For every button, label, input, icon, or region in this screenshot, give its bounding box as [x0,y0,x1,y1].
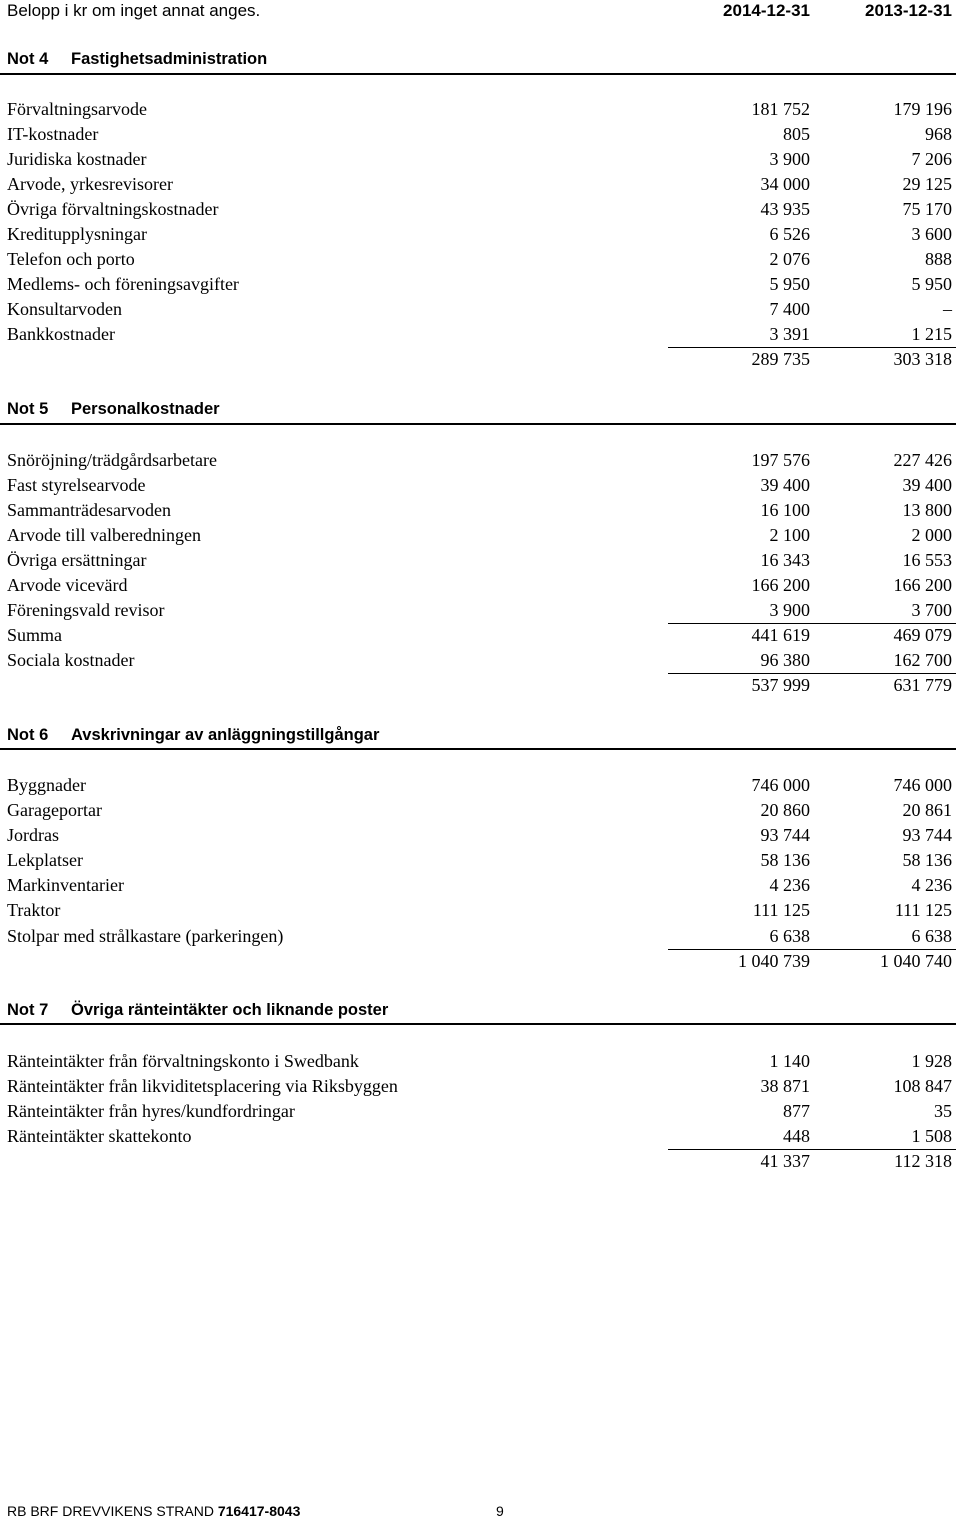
value-2013: 1 508 [911,1126,952,1146]
table-row [0,525,960,550]
total-2014: 41 337 [760,1151,810,1171]
sum-rule [668,623,956,624]
row-label: Arvode vicevärd [7,575,128,595]
row-label: Stolpar med strålkastare (parkeringen) [7,926,284,946]
value-2013: 108 847 [893,1076,952,1096]
value-2014: 805 [783,124,810,144]
section-rule [0,748,956,750]
value-2014: 4 236 [769,875,810,895]
total-2014: 1 040 739 [738,951,810,971]
table-row [0,149,960,174]
value-2014: 39 400 [760,475,810,495]
sum-rule [668,347,956,348]
value-2013: – [943,299,952,319]
value-2013: 16 553 [902,550,952,570]
row-label: Bankkostnader [7,324,115,344]
row-label: Fast styrelsearvode [7,475,146,495]
value-2014: 3 900 [769,149,810,169]
section-title: Avskrivningar av anläggningstillgångar [71,726,380,744]
value-2013: 58 136 [902,850,952,870]
table-row [0,850,960,875]
total-2014: 289 735 [751,349,810,369]
value-2013: 35 [934,1101,952,1121]
total-2013: 631 779 [893,675,952,695]
row-label: Medlems- och föreningsavgifter [7,274,239,294]
amount-note: Belopp i kr om inget annat anges. [7,1,261,20]
value-2013: 6 638 [911,926,952,946]
section-rule [0,1023,956,1025]
row-label: Ränteintäkter från förvaltningskonto i Swedbank [7,1051,359,1071]
row-label: Övriga ersättningar [7,550,147,570]
value-2014: 5 950 [769,274,810,294]
value-2014: 2 076 [769,249,810,269]
table-row [0,174,960,199]
table-row [0,1126,960,1151]
table-row [0,650,960,675]
value-2014: 6 526 [769,224,810,244]
value-2014: 441 619 [751,625,810,645]
row-label: Markinventarier [7,875,124,895]
row-label: Garageportar [7,800,102,820]
section-rule [0,73,956,75]
row-label: Förvaltningsarvode [7,99,147,119]
value-2014: 16 100 [760,500,810,520]
row-label: Lekplatser [7,850,83,870]
value-2014: 16 343 [760,550,810,570]
total-row [0,675,960,700]
value-2014: 34 000 [760,174,810,194]
total-2013: 1 040 740 [880,951,952,971]
value-2014: 20 860 [760,800,810,820]
value-2013: 179 196 [893,99,952,119]
value-2014: 1 140 [769,1051,810,1071]
total-row [0,1151,960,1176]
value-2014: 38 871 [760,1076,810,1096]
row-label: Arvode, yrkesrevisorer [7,174,173,194]
table-row [0,99,960,124]
value-2013: 888 [925,249,952,269]
total-row [0,951,960,976]
value-2013: 29 125 [902,174,952,194]
value-2014: 58 136 [760,850,810,870]
column-header-2014: 2014-12-31 [723,1,810,20]
value-2014: 43 935 [760,199,810,219]
table-row [0,475,960,500]
footer-organization [7,1503,300,1519]
value-2013: 746 000 [893,775,952,795]
value-2013: 1 215 [911,324,952,344]
total-2013: 112 318 [894,1151,952,1171]
section-number: Not 5 [7,400,49,418]
total-2014: 537 999 [751,675,810,695]
row-label: Ränteintäkter från likviditetsplacering via Riksbyggen [7,1076,398,1096]
value-2014: 6 638 [769,926,810,946]
row-label: Jordras [7,825,59,845]
value-2014: 96 380 [760,650,810,670]
section-title: Fastighetsadministration [71,50,268,68]
section-title: Personalkostnader [71,400,220,418]
value-2013: 4 236 [911,875,952,895]
table-row [0,775,960,800]
row-label: Arvode till valberedningen [7,525,201,545]
value-2013: 968 [925,124,952,144]
sum-rule [668,673,956,674]
value-2013: 166 200 [893,575,952,595]
value-2013: 93 744 [902,825,952,845]
table-row [0,1051,960,1076]
table-row [0,875,960,900]
value-2013: 20 861 [902,800,952,820]
value-2013: 227 426 [893,450,952,470]
value-2014: 7 400 [769,299,810,319]
total-2013: 303 318 [893,349,952,369]
total-row [0,349,960,374]
value-2013: 39 400 [902,475,952,495]
section-rule [0,423,956,425]
table-row [0,1101,960,1126]
table-row [0,825,960,850]
value-2013: 3 600 [911,224,952,244]
row-label: IT-kostnader [7,124,99,144]
row-label: Föreningsvald revisor [7,600,165,620]
row-label: Ränteintäkter skattekonto [7,1126,192,1146]
value-2013: 469 079 [893,625,952,645]
row-label: Konsultarvoden [7,299,122,319]
value-2013: 13 800 [902,500,952,520]
value-2013: 75 170 [902,199,952,219]
value-2013: 2 000 [911,525,952,545]
value-2014: 877 [783,1101,810,1121]
table-row [0,600,960,625]
row-label: Kreditupplysningar [7,224,147,244]
row-label: Sammanträdesarvoden [7,500,171,520]
section-number: Not 4 [7,50,49,68]
subtotal-row [0,625,960,650]
row-label: Traktor [7,900,61,920]
row-label: Övriga förvaltningskostnader [7,199,219,219]
table-row [0,900,960,925]
table-row [0,324,960,349]
sum-rule [668,1149,956,1150]
table-row [0,1076,960,1101]
value-2013: 111 125 [894,900,952,920]
table-row [0,124,960,149]
value-2014: 746 000 [751,775,810,795]
section-number: Not 7 [7,1001,49,1019]
value-2014: 3 391 [769,324,810,344]
row-label: Summa [7,625,63,645]
row-label: Ränteintäkter från hyres/kundfordringar [7,1101,295,1121]
table-row [0,500,960,525]
row-label: Sociala kostnader [7,650,135,670]
table-row [0,550,960,575]
section-number: Not 6 [7,726,49,744]
section-title: Övriga ränteintäkter och liknande poster [71,1001,389,1019]
value-2014: 166 200 [751,575,810,595]
value-2013: 1 928 [911,1051,952,1071]
value-2013: 162 700 [893,650,952,670]
value-2014: 197 576 [751,450,810,470]
row-label: Byggnader [7,775,86,795]
value-2014: 2 100 [769,525,810,545]
table-row [0,274,960,299]
value-2014: 448 [783,1126,810,1146]
table-row [0,575,960,600]
row-label: Snöröjning/trädgårdsarbetare [7,450,217,470]
footer-org-number: 716417-8043 [217,1503,301,1519]
row-label: Telefon och porto [7,249,135,269]
row-label: Juridiska kostnader [7,149,147,169]
column-header-2013: 2013-12-31 [865,1,952,20]
value-2014: 181 752 [751,99,810,119]
table-row [0,450,960,475]
table-row [0,199,960,224]
table-row [0,299,960,324]
value-2014: 3 900 [769,600,810,620]
page-number: 9 [496,1503,504,1519]
footer-org-name: RB BRF DREVVIKENS STRAND [7,1503,214,1519]
table-row [0,926,960,951]
value-2014: 93 744 [760,825,810,845]
value-2013: 5 950 [911,274,952,294]
sum-rule [668,949,956,950]
table-row [0,249,960,274]
value-2013: 3 700 [911,600,952,620]
value-2014: 111 125 [752,900,810,920]
table-row [0,224,960,249]
table-row [0,800,960,825]
value-2013: 7 206 [911,149,952,169]
